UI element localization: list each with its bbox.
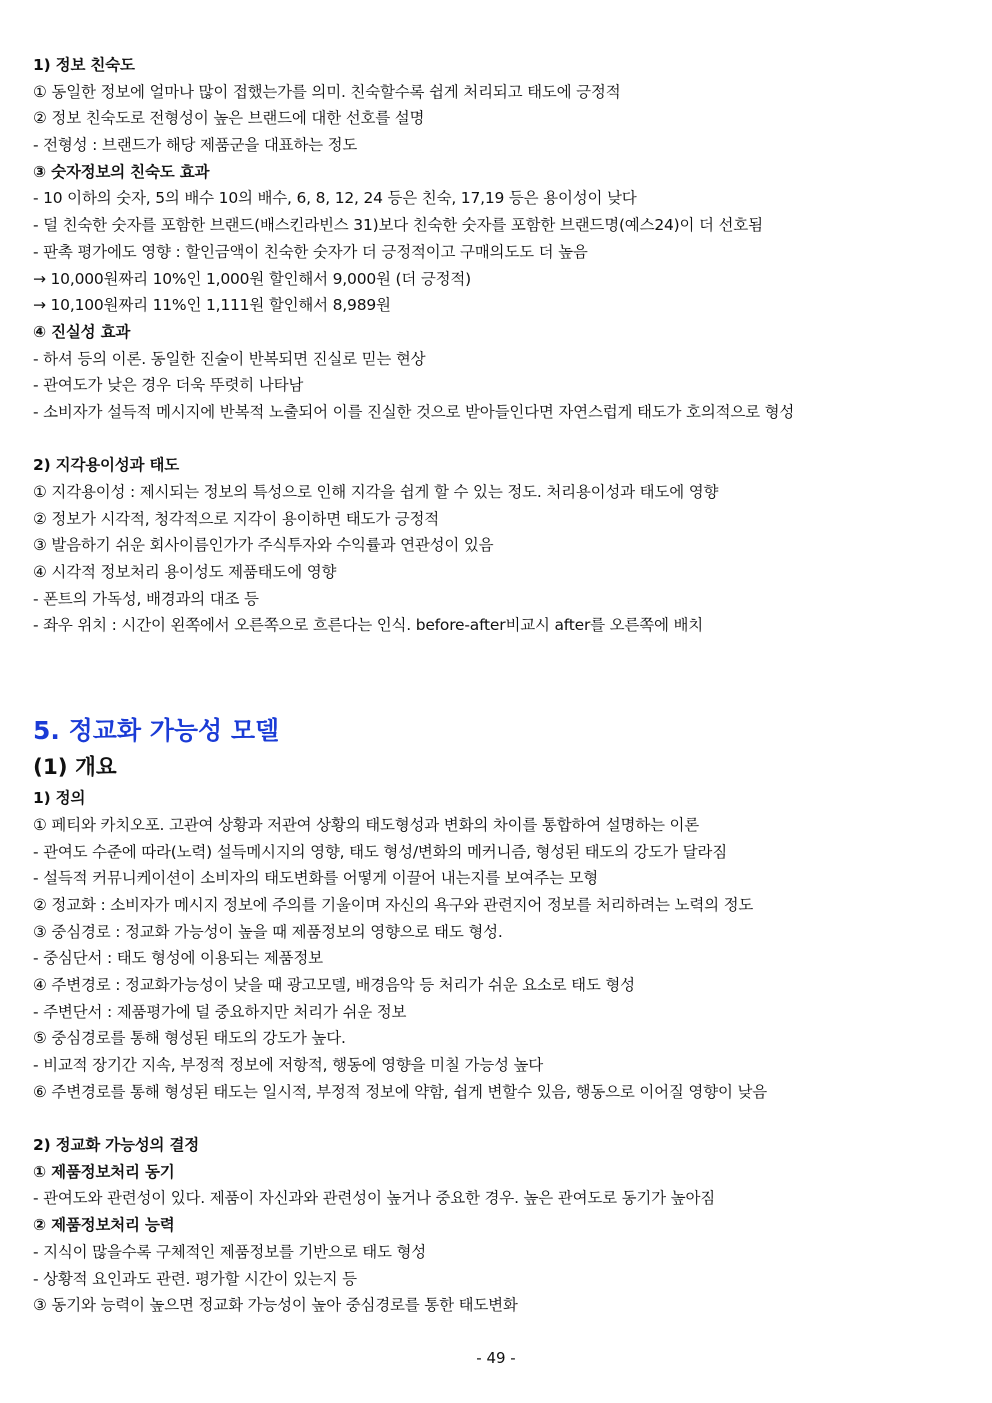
block3-lines [33, 812, 963, 1106]
text-line: ② 제품정보처리 능력 [33, 1216, 175, 1235]
text-line: ① 동일한 정보에 얼마나 많이 접했는가를 의미. 친숙할수록 쉽게 처리되고 태도에 긍정적 [33, 82, 621, 101]
block-info-familiarity [33, 52, 963, 426]
text-line: ① 페티와 카치오포. 고관여 상황과 저관여 상황의 태도형성과 변화의 차이를 통합하여 설명하는 이론 [33, 815, 700, 834]
spacer [33, 1105, 963, 1132]
subheading-definition: 1) 정의 [33, 789, 86, 808]
text-line: - 상황적 요인과도 관련. 평가할 시간이 있는지 등 [33, 1269, 357, 1288]
page-number: - 49 - [476, 1349, 516, 1367]
text-line: - 관여도와 관련성이 있다. 제품이 자신과와 관련성이 높거나 중요한 경우. 높은 관여도로 동기가 높아짐 [33, 1189, 715, 1208]
text-line: ④ 시각적 정보처리 용이성도 제품태도에 영향 [33, 563, 337, 582]
chapter-title: 5. 정교화 가능성 모델 [33, 716, 280, 746]
block1-lines [33, 79, 963, 426]
text-line: ① 제품정보처리 동기 [33, 1162, 175, 1181]
text-line: - 주변단서 : 제품평가에 덜 중요하지만 처리가 쉬운 정보 [33, 1002, 407, 1021]
text-line: - 비교적 장기간 지속, 부정적 정보에 저항적, 행동에 영향을 미칠 가능성 높다 [33, 1056, 544, 1074]
text-line: - 판촉 평가에도 영향 : 할인금액이 친숙한 숫자가 더 긍정적이고 구매의도도 더 높음 [33, 242, 588, 261]
block4-lines [33, 1159, 963, 1319]
text-line: → 10,100원짜리 11%인 1,111원 할인해서 8,989원 [33, 296, 391, 315]
text-line: - 전형성 : 브랜드가 해당 제품군을 대표하는 정도 [33, 136, 358, 155]
text-line: ④ 진실성 효과 [33, 322, 131, 341]
text-line: ① 지각용이성 : 제시되는 정보의 특성으로 인해 지각을 쉽게 할 수 있는 정도. 처리용이성과 태도에 영향 [33, 483, 719, 501]
text-line: - 관여도가 낮은 경우 더욱 뚜렷히 나타남 [33, 376, 304, 395]
block-definition [33, 785, 963, 1105]
text-line: - 지식이 많을수록 구체적인 제품정보를 기반으로 태도 형성 [33, 1242, 427, 1261]
text-line: → 10,000원짜리 10%인 1,000원 할인해서 9,000원 (더 긍정적) [33, 269, 472, 288]
text-line: ⑤ 중심경로를 통해 형성된 태도의 강도가 높다. [33, 1029, 346, 1048]
text-line: ③ 동기와 능력이 높으면 정교화 가능성이 높아 중심경로를 통한 태도변화 [33, 1296, 518, 1315]
subheading-perceptual-fluency: 2) 지각용이성과 태도 [33, 456, 180, 475]
text-line: - 하셔 등의 이론. 동일한 진술이 반복되면 진실로 믿는 현상 [33, 349, 426, 368]
text-line: - 좌우 위치 : 시간이 왼쪽에서 오른쪽으로 흐른다는 인식. before-after비교시 after를 오른쪽에 배치 [33, 616, 704, 635]
text-line: ③ 숫자정보의 친숙도 효과 [33, 162, 210, 181]
block-perceptual-fluency [33, 452, 963, 639]
text-line: - 10 이하의 숫자, 5의 배수 10의 배수, 6, 8, 12, 24 등은 친숙, 17,19 등은 용이성이 낮다 [33, 189, 637, 208]
spacer [33, 639, 963, 707]
text-line: - 설득적 커뮤니케이션이 소비자의 태도변화를 어떻게 이끌어 내는지를 보여주는 모형 [33, 869, 598, 888]
subheading-info-familiarity: 1) 정보 친숙도 [33, 56, 135, 74]
section-title: (1) 개요 [33, 755, 117, 781]
text-line: - 폰트의 가독성, 배경과의 대조 등 [33, 589, 259, 608]
text-line: ⑥ 주변경로를 통해 형성된 태도는 일시적, 부정적 정보에 약함, 쉽게 변할수 있음, 행동으로 이어질 영향이 낮음 [33, 1082, 768, 1101]
spacer [33, 426, 963, 453]
text-line: - 중심단서 : 태도 형성에 이용되는 제품정보 [33, 949, 323, 968]
block2-lines [33, 479, 963, 639]
text-line: ② 정보가 시각적, 청각적으로 지각이 용이하면 태도가 긍정적 [33, 509, 440, 528]
text-line: ④ 주변경로 : 정교화가능성이 낮을 때 광고모델, 배경음악 등 처리가 쉬운 요소로 태도 형성 [33, 975, 635, 994]
text-line: ③ 중심경로 : 정교화 가능성이 높을 때 제품정보의 영향으로 태도 형성. [33, 922, 503, 941]
text-line: ② 정보 친숙도로 전형성이 높은 브랜드에 대한 선호를 설명 [33, 109, 425, 128]
text-line: ③ 발음하기 쉬운 회사이름인가가 주식투자와 수익률과 연관성이 있음 [33, 536, 494, 555]
text-line: ② 정교화 : 소비자가 메시지 정보에 주의를 기울이며 자신의 욕구와 관련지어 정보를 처리하려는 노력의 정도 [33, 895, 754, 914]
document-page [33, 52, 963, 1319]
subheading-elaboration-determinants: 2) 정교화 가능성의 결정 [33, 1136, 200, 1155]
text-line: - 관여도 수준에 따라(노력) 설득메시지의 영향, 태도 형성/변화의 메커니즘, 형성된 태도의 강도가 달라짐 [33, 842, 727, 861]
block-elaboration-determinants [33, 1132, 963, 1319]
text-line: - 덜 친숙한 숫자를 포함한 브랜드(배스킨라빈스 31)보다 친숙한 숫자를 포함한 브랜드명(예스24)이 더 선호됨 [33, 216, 763, 235]
text-line: - 소비자가 설득적 메시지에 반복적 노출되어 이를 진실한 것으로 받아들인다면 자연스럽게 태도가 호의적으로 형성 [33, 402, 795, 421]
